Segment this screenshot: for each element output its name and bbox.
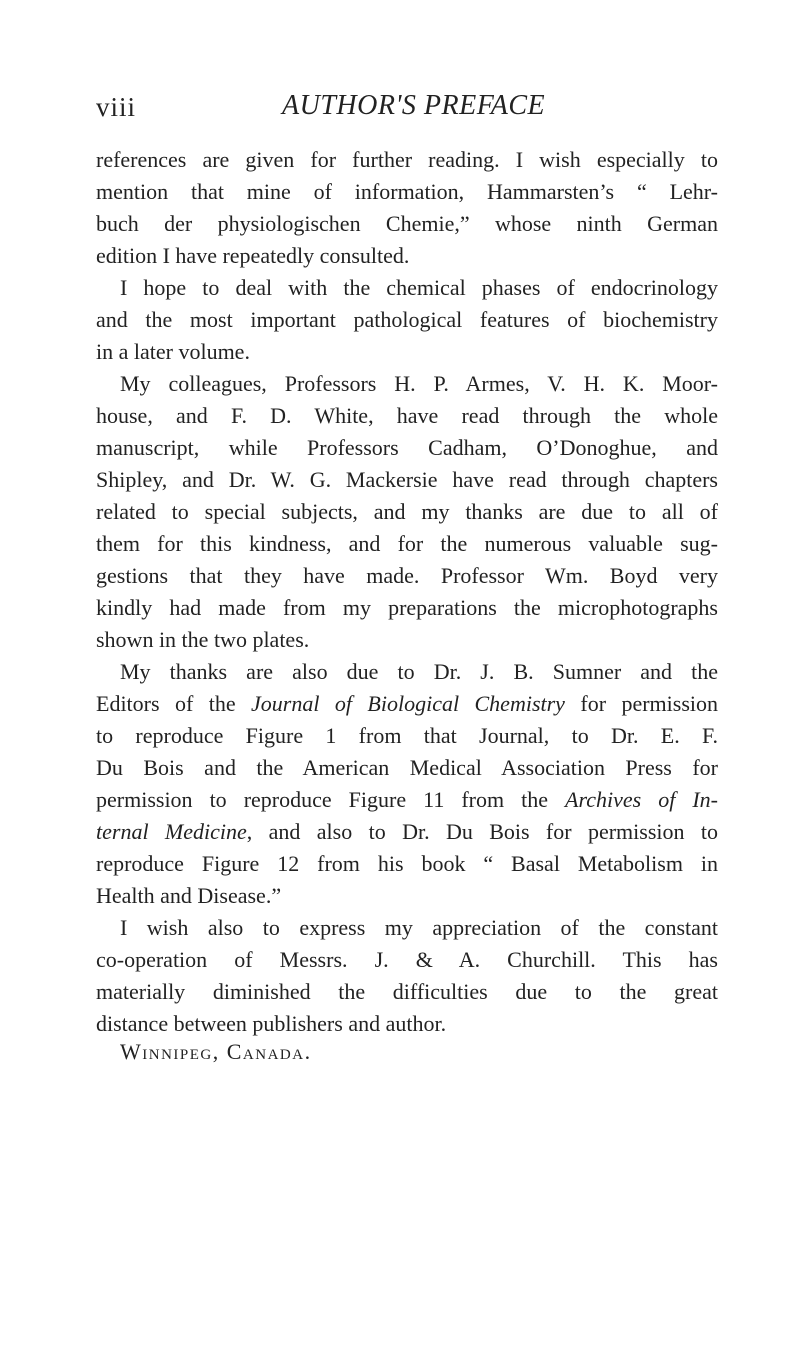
page-header <box>96 84 718 124</box>
text-segment: for permission <box>564 691 718 716</box>
page-number: viii <box>96 92 137 122</box>
text-line: materially diminished the difficulties due to the great <box>96 979 718 1004</box>
text-line: edition I have repeatedly consulted. <box>96 243 410 268</box>
text-line: buch der physiologischen Chemie,” whose ninth German <box>96 211 718 236</box>
text-line: distance between publishers and author. <box>96 1011 447 1036</box>
paragraph-publishers <box>96 912 718 1040</box>
text-line: Shipley, and Dr. W. G. Mackersie have read through chapters <box>96 467 718 492</box>
preface-body <box>96 144 718 1040</box>
text-line: references are given for further reading. I wish especially to <box>96 147 718 172</box>
text-line: and the most important pathological features of biochemistry <box>96 307 718 332</box>
running-head: AUTHOR'S PREFACE <box>282 90 546 121</box>
text-line: I hope to deal with the chemical phases of endocrinology <box>120 275 718 300</box>
place-signature: Winnipeg, Canada. <box>120 1039 312 1064</box>
text-line: gestions that they have made. Professor Wm. Boyd very <box>96 563 718 588</box>
text-line <box>96 688 718 720</box>
text-line <box>96 816 718 848</box>
text-line <box>96 784 718 816</box>
text-line: reproduce Figure 12 from his book “ Basal Metabolism in <box>96 851 718 876</box>
text-line: I wish also to express my appreciation of the constant <box>120 915 718 940</box>
paragraph-references <box>96 144 718 272</box>
archives-title-part1: Archives of In- <box>565 787 718 812</box>
text-line: Health and Disease.” <box>96 883 282 908</box>
text-segment: Editors of the <box>96 691 252 716</box>
text-line: manuscript, while Professors Cadham, O’Donoghue, and <box>96 435 718 460</box>
paragraph-colleagues <box>96 368 718 656</box>
text-line: them for this kindness, and for the numerous valuable sug- <box>96 531 718 556</box>
journal-title: Journal of Biological Chemistry <box>251 691 565 716</box>
paragraph-acknowledgements <box>96 656 718 912</box>
text-line: mention that mine of information, Hammarsten’s “ Lehr- <box>96 179 718 204</box>
text-segment: , and also to Dr. Du Bois for permission to <box>246 819 718 844</box>
text-line: related to special subjects, and my thanks are due to all of <box>96 499 718 524</box>
text-line: in a later volume. <box>96 339 250 364</box>
text-line: shown in the two plates. <box>96 627 310 652</box>
text-segment: permission to reproduce Figure 11 from the <box>96 787 566 812</box>
text-line: co-operation of Messrs. J. & A. Churchill. This has <box>96 947 718 972</box>
text-line: to reproduce Figure 1 from that Journal, to Dr. E. F. <box>96 723 718 748</box>
text-line: kindly had made from my preparations the microphotographs <box>96 595 718 620</box>
archives-title-part2: ternal Medicine <box>96 819 247 844</box>
paragraph-endocrinology <box>96 272 718 368</box>
text-line: My thanks are also due to Dr. J. B. Sumner and the <box>120 659 718 684</box>
text-line: house, and F. D. White, have read through the whole <box>96 403 718 428</box>
text-line: My colleagues, Professors H. P. Armes, V. H. K. Moor- <box>120 371 718 396</box>
text-line: Du Bois and the American Medical Association Press for <box>96 755 718 780</box>
